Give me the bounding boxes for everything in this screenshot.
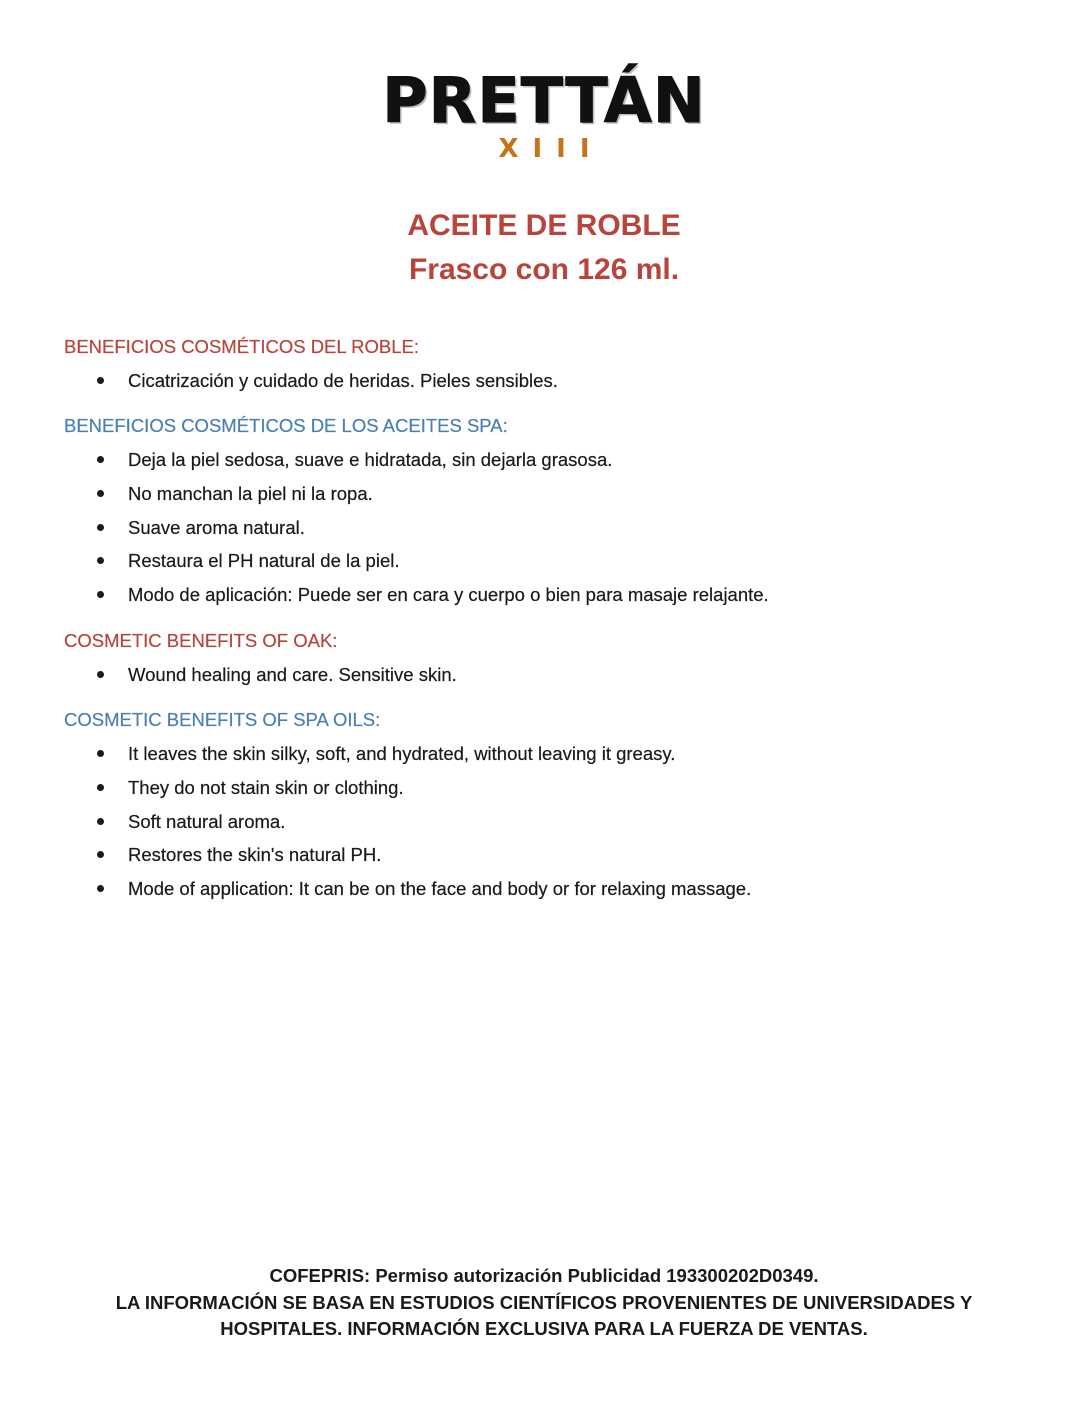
brand-logo — [0, 64, 1088, 137]
list-item: Modo de aplicación: Puede ser en cara y cuerpo o bien para masaje relajante. — [64, 578, 1024, 612]
section-heading: COSMETIC BENEFITS OF SPA OILS: — [64, 709, 381, 730]
list-item: They do not stain skin or clothing. — [64, 771, 1024, 805]
logo-subtitle: XIII — [498, 134, 604, 164]
list-item: Mode of application: It can be on the face and body or for relaxing massage. — [64, 872, 1024, 906]
bullet-icon — [97, 377, 104, 384]
logo-wordmark: PRETTÁN — [382, 64, 706, 137]
list-item: Deja la piel sedosa, suave e hidratada, sin dejarla grasosa. — [64, 443, 1024, 477]
legal-footer — [0, 1263, 1088, 1343]
section-heading: BENEFICIOS COSMÉTICOS DEL ROBLE: — [64, 336, 419, 357]
product-size: Frasco con 126 ml. — [408, 253, 680, 286]
bullet-icon — [97, 557, 104, 564]
bullet-icon — [97, 851, 104, 858]
bullet-icon — [97, 490, 104, 497]
bullet-icon — [97, 818, 104, 825]
list-item: It leaves the skin silky, soft, and hydrated, without leaving it greasy. — [64, 737, 1024, 771]
bullet-list — [64, 364, 1024, 398]
bullet-icon — [97, 784, 104, 791]
bullet-icon — [97, 750, 104, 757]
section-heading: BENEFICIOS COSMÉTICOS DE LOS ACEITES SPA: — [64, 415, 508, 436]
list-item: Soft natural aroma. — [64, 805, 1024, 839]
bullet-icon — [97, 456, 104, 463]
bullet-list — [64, 443, 1024, 612]
list-item: Restaura el PH natural de la piel. — [64, 544, 1024, 578]
cofepris-permit: COFEPRIS: Permiso autorización Publicidad 193300202D0349. — [269, 1265, 819, 1286]
section-oak-benefits-en — [64, 628, 1024, 692]
list-item: No manchan la piel ni la ropa. — [64, 477, 1024, 511]
disclaimer-line-2: HOSPITALES. INFORMACIÓN EXCLUSIVA PARA LA FUERZA DE VENTAS. — [220, 1318, 868, 1339]
bullet-icon — [97, 524, 104, 531]
list-item: Cicatrización y cuidado de heridas. Pieles sensibles. — [64, 364, 1024, 398]
bullet-icon — [97, 885, 104, 892]
list-item: Restores the skin's natural PH. — [64, 838, 1024, 872]
bullet-list — [64, 737, 1024, 906]
bullet-icon — [97, 591, 104, 598]
list-item: Wound healing and care. Sensitive skin. — [64, 658, 1024, 692]
disclaimer-line-1: LA INFORMACIÓN SE BASA EN ESTUDIOS CIENTÍFICOS PROVENIENTES DE UNIVERSIDADES Y — [115, 1291, 973, 1313]
product-title — [0, 204, 1088, 292]
product-name: ACEITE DE ROBLE — [407, 209, 681, 242]
bullet-list — [64, 658, 1024, 692]
bullet-icon — [97, 671, 104, 678]
list-item: Suave aroma natural. — [64, 511, 1024, 545]
section-oak-benefits-es — [64, 334, 1024, 398]
section-spa-benefits-en — [64, 707, 1024, 906]
section-spa-benefits-es — [64, 413, 1024, 612]
section-heading: COSMETIC BENEFITS OF OAK: — [64, 630, 338, 651]
